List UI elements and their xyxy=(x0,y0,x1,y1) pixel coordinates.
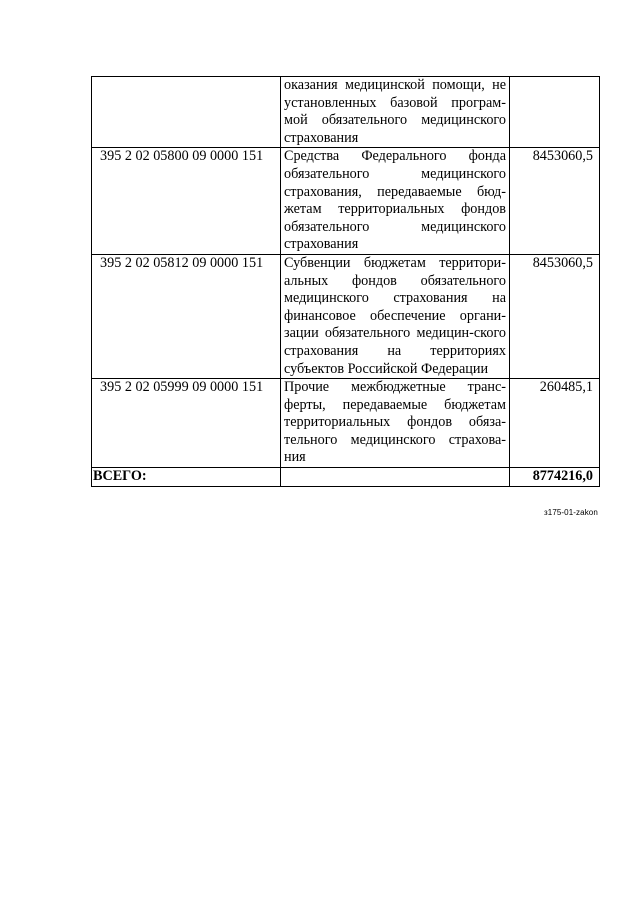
budget-classification-code xyxy=(92,77,281,148)
revenue-name: Прочие межбюджетные транс-ферты, передаваемые бюджетам территориальных фондов обяза-тельного медицинского страхова-ния xyxy=(281,379,510,468)
budget-classification-code: 395 2 02 05800 09 0000 151 xyxy=(92,148,281,255)
revenue-amount: 8453060,5 xyxy=(510,148,600,255)
total-row xyxy=(92,468,600,487)
budget-revenue-table xyxy=(91,76,600,487)
revenue-name: Средства Федерального фонда обязательного медицинского страхования, передаваемые бюд-жетам территориальных фондов обязательного медицинского страхования xyxy=(281,148,510,255)
revenue-amount: 260485,1 xyxy=(510,379,600,468)
file-reference-code: з175-01-zakon xyxy=(544,508,598,517)
total-label: ВСЕГО: xyxy=(92,468,281,487)
table-row xyxy=(92,379,600,468)
revenue-amount: 8453060,5 xyxy=(510,254,600,378)
table-row xyxy=(92,148,600,255)
table-row xyxy=(92,254,600,378)
table-row xyxy=(92,77,600,148)
total-amount: 8774216,0 xyxy=(510,468,600,487)
revenue-name: оказания медицинской помощи, не установленных базовой програм-мой обязательного медицинского страхования xyxy=(281,77,510,148)
budget-classification-code: 395 2 02 05812 09 0000 151 xyxy=(92,254,281,378)
total-name xyxy=(281,468,510,487)
revenue-amount xyxy=(510,77,600,148)
budget-classification-code: 395 2 02 05999 09 0000 151 xyxy=(92,379,281,468)
revenue-name: Субвенции бюджетам территори-альных фондов обязательного медицинского страхования на финансовое обеспечение органи-зации обязательного медицин-ского страхования на территориях субъектов Российской Федерации xyxy=(281,254,510,378)
